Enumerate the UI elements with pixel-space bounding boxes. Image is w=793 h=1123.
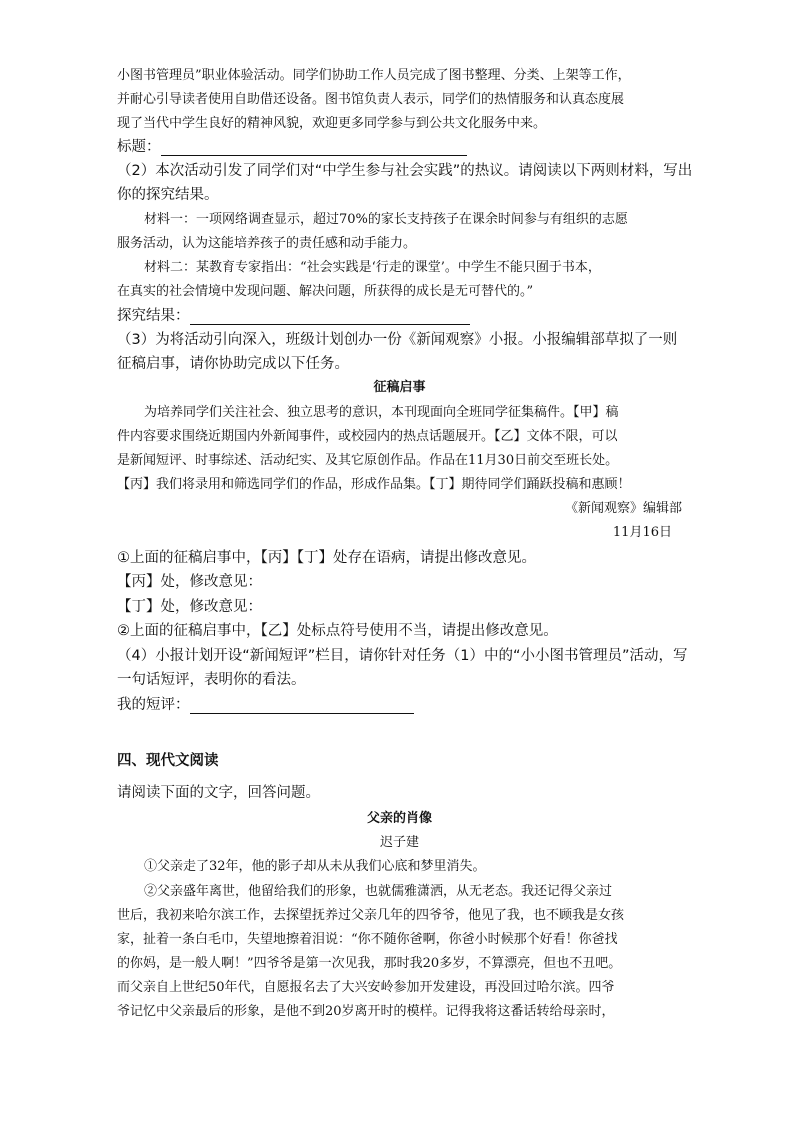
notice-body: 【丙】我们将录用和筛选同学们的作品，形成作品集。【丁】期待同学们踊跃投稿和惠顾！ <box>117 477 631 492</box>
instruction: 请阅读下面的文字，回答问题。 <box>117 785 320 801</box>
answer-prompt-bing: 【丙】处，修改意见： <box>117 574 262 590</box>
text-line: 而父亲自上世纪50年代，自愿报名去了大兴安岭参加开发建设，再没回过哈尔滨。四爷 <box>117 980 615 995</box>
answer-blank[interactable] <box>161 141 467 156</box>
question-4: （4）小报计划开设“新闻短评”栏目，请你针对任务（1）中的“小小图书管理员”活动，写 <box>117 648 688 664</box>
text-line: 世后，我初来哈尔滨工作，去探望抚养过父亲几年的四爷爷，他见了我，也不顾我是女孩 <box>117 908 625 923</box>
text-line: 征稿启事，请你协助完成以下任务。 <box>117 356 349 372</box>
text-line: 并耐心引导读者使用自助借还设备。图书馆负责人表示，同学们的热情服务和认真态度展 <box>117 92 625 107</box>
text-line: 现了当代中学生良好的精神风貌，欢迎更多同学参与到公共文化服务中来。 <box>117 116 547 131</box>
article-title: 父亲的肖像 <box>366 811 432 826</box>
text-line: 小图书管理员”职业体验活动。同学们协助工作人员完成了图书整理、分类、上架等工作， <box>117 68 631 83</box>
text-line: 服务活动，认为这能培养孩子的责任感和动手能力。 <box>117 236 417 251</box>
findings-answer-line <box>117 307 682 325</box>
answer-prompt-ding: 【丁】处，修改意见： <box>117 599 262 615</box>
notice-title: 征稿启事 <box>373 380 426 395</box>
question-2: （2）本次活动引发了同学们对“中学生参与社会实践”的热议。请阅读以下两则材料，写出 <box>117 163 693 179</box>
answer-label: 我的短评： <box>117 697 190 713</box>
notice-body: 为培养同学们关注社会、独立思考的意识，本刊现面向全班同学征集稿件。【甲】稿 <box>144 405 619 420</box>
title-answer-line <box>117 138 682 156</box>
answer-blank[interactable] <box>190 699 414 714</box>
notice-body: 是新闻短评、时事综述、活动纪实、及其它原创作品。作品在11月30日前交至班长处。 <box>117 453 619 468</box>
question-3: （3）为将活动引向深入，班级计划创办一份《新闻观察》小报。小报编辑部草拟了一则 <box>117 332 678 348</box>
notice-signature: 《新闻观察》编辑部 <box>564 501 682 516</box>
section-heading: 四、现代文阅读 <box>117 753 219 769</box>
material-two: 材料二：某教育专家指出：“社会实践是‘行走的课堂’。中学生不能只囿于书本， <box>144 260 601 275</box>
paragraph-2: ②父亲盛年离世，他留给我们的形象，也就儒雅潇洒，从无老态。我还记得父亲过 <box>144 884 613 899</box>
answer-blank[interactable] <box>190 310 470 325</box>
text-line: 一句话短评，表明你的看法。 <box>117 672 306 688</box>
notice-body: 件内容要求围绕近期国内外新闻事件，或校园内的热点话题展开。【乙】文体不限，可以 <box>117 429 618 444</box>
task-1: ①上面的征稿启事中，【丙】【丁】处存在语病，请提出修改意见。 <box>117 550 536 566</box>
text-line: 你的探究结果。 <box>117 187 219 203</box>
text-line: 在真实的社会情境中发现问题、解决问题，所获得的成长是无可替代的。” <box>117 284 534 299</box>
paragraph-1: ①父亲走了32年，他的影子却从未从我们心底和梦里消失。 <box>144 859 486 874</box>
article-author: 迟子建 <box>379 835 419 850</box>
answer-label: 探究结果： <box>117 308 190 324</box>
text-line: 家，扯着一条白毛巾，失望地擦着泪说：“你不随你爸啊，你爸小时候那个好看！你爸找 <box>117 932 618 947</box>
text-line: 爷记忆中父亲最后的形象，是他不到20岁离开时的模样。记得我将这番话转给母亲时， <box>117 1004 615 1019</box>
comment-answer-line <box>117 696 682 714</box>
material-one: 材料一：一项网络调查显示，超过70%的家长支持孩子在课余时间参与有组织的志愿 <box>144 212 628 227</box>
text-line: 的你妈，是一般人啊！”四爷爷是第一次见我，那时我20多岁，不算漂亮，但也不丑吧。 <box>117 956 622 971</box>
task-2: ②上面的征稿启事中，【乙】处标点符号使用不当，请提出修改意见。 <box>117 623 558 639</box>
notice-date: 11月16日 <box>612 525 672 540</box>
answer-label: 标题： <box>117 139 161 155</box>
